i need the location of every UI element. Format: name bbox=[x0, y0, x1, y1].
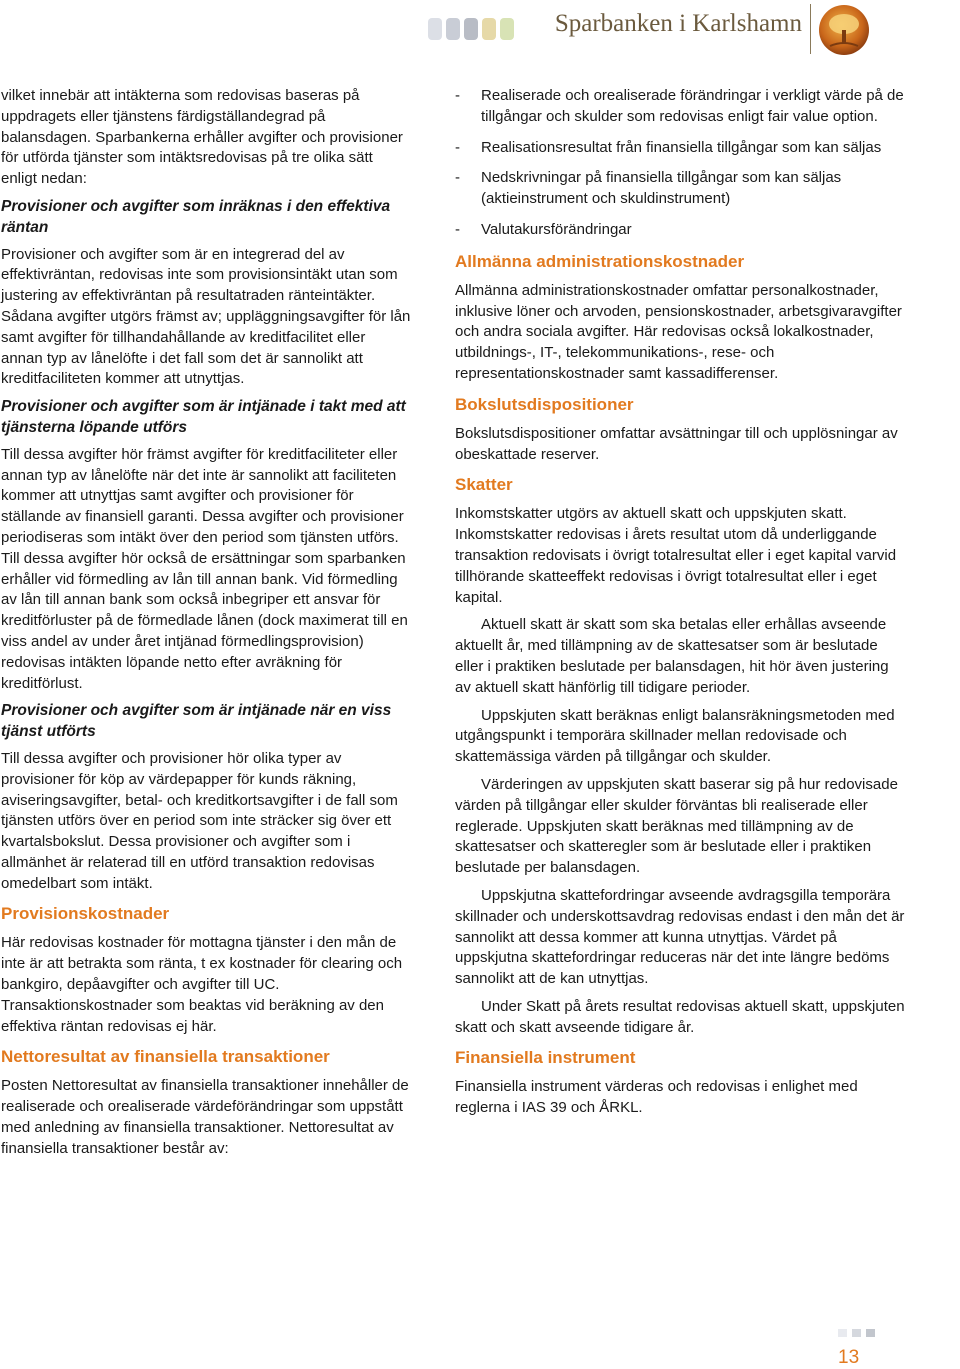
section-heading: Provisioner och avgifter som är intjänade i takt med att tjänsterna löpande utförs bbox=[1, 398, 406, 436]
page-header bbox=[0, 0, 960, 62]
list-item: - Realisationsresultat från finansiella tillgångar som kan säljas bbox=[455, 138, 905, 159]
section-heading: Nettoresultat av finansiella transaktioner bbox=[1, 1047, 330, 1067]
paragraph: Inkomstskatter utgörs av aktuell skatt och uppskjuten skatt. Inkomstskatter redovisas i årets resultat utom då underliggande transaktion redovisats i övrigt totalresultat eller i eget kapital varvid tillhörande skatteeffekt redovisas i övrigt totalresultat eller i eget kapital. bbox=[455, 505, 897, 606]
paragraph: Provisioner och avgifter som är en integrerad del av effektivräntan, redovisas inte som provisionsintäkt utan som justering av effektivräntan på resultatraden ränteintäkter. Sådana avgifter utgörs främst av; uppläggningsavgifter för lån samt avgifter för tillhandahållande av kreditfacilitet eller annan typ av lånelöfte i det fall som det är sannolikt att kreditfaciliteten kommer att utnyttjas. bbox=[1, 245, 411, 388]
result-items-list bbox=[455, 86, 905, 241]
tree-logo-icon bbox=[818, 4, 870, 56]
paragraph: Uppskjutna skattefordringar avseende avdragsgilla temporära skillnader och underskottsavdrag redovisas endast i den mån det är sannolikt att dessa kommer att kunna utnyttjas. Värdet på uppskjutna skattefordringar reduceras när det inte längre bedöms sannolikt att de kan utnyttjas. bbox=[455, 886, 905, 988]
section-heading: Skatter bbox=[455, 475, 513, 495]
brand-name: Sparbanken i Karlshamn bbox=[554, 10, 802, 37]
section-heading: Provisioner och avgifter som inräknas i den effektiva räntan bbox=[1, 197, 391, 236]
section-heading: Allmänna administrationskostnader bbox=[455, 251, 745, 271]
paragraph: Till dessa avgifter hör främst avgifter för kreditfaciliteter eller annan typ av lånelöfte när det inte är sannolikt att faciliteten kommer att utnyttjas samt avgifter och provisioner för ställande av finansiell garanti. Dessa avgifter och provisioner periodiseras som intäkt över den period som tjänsten utförs. Till dessa avgifter hör också de ersättningar som sparbanken erhåller vid förmedling av lån till annan bank. Vid förmedling av lån till annan bank som också inbegriper ett ansvar för kreditförluster på de förmedlade lånen (dock maximerat till en viss andel av under året intjänad förmedlingsprovision) redovisas intäkten löpande netto efter avräkning för kreditförlust. bbox=[1, 445, 408, 692]
header-square-4 bbox=[482, 18, 496, 40]
header-square-1 bbox=[428, 18, 442, 40]
list-item: - Nedskrivningar på finansiella tillgångar som kan säljas (aktieinstrument och skuldinstrument) bbox=[455, 168, 905, 210]
paragraph: Uppskjuten skatt beräknas enligt balansräkningsmetoden med utgångspunkt i temporära skillnader mellan redovisade och skattemässiga värden på tillgångar och skulder. bbox=[455, 706, 895, 766]
list-item: - Valutakursförändringar bbox=[455, 220, 905, 241]
right-column bbox=[455, 86, 905, 1126]
section-heading: Provisioner och avgifter som är intjänade när en viss tjänst utförts bbox=[1, 702, 392, 741]
header-square-3 bbox=[464, 18, 478, 40]
paragraph: Posten Nettoresultat av finansiella transaktioner innehåller de realiserade och orealiserade värdeförändringar som uppstått med anledning av finansiella transaktioner. Nettoresultat av finansiella transaktioner består av: bbox=[1, 1077, 409, 1157]
section-heading: Finansiella instrument bbox=[455, 1048, 636, 1068]
header-divider bbox=[810, 4, 811, 54]
paragraph: Bokslutsdispositioner omfattar avsättningar till och upplösningar av obeskattade reserver. bbox=[455, 424, 898, 463]
footer-square-2 bbox=[852, 1329, 861, 1337]
list-item: - Realiserade och orealiserade förändringar i verkligt värde på de tillgångar och skulder som redovisas enligt fair value option. bbox=[455, 86, 905, 128]
header-square-2 bbox=[446, 18, 460, 40]
header-square-5 bbox=[500, 18, 514, 40]
page-number: 13 bbox=[838, 1347, 860, 1368]
footer-square-1 bbox=[838, 1329, 847, 1337]
paragraph: Här redovisas kostnader för mottagna tjänster i den mån de inte är att betrakta som ränta, t ex kostnader för clearing och bankgiro, depåavgifter och avgifter till UC. Transaktionskostnader som beaktas vid beräkning av den effektiva räntan redovisas ej här. bbox=[1, 934, 403, 1035]
paragraph: vilket innebär att intäkterna som redovisas baseras på uppdragets eller tjänstens färdigställandegrad på balansdagen. Sparbankerna erhåller avgifter och provisioner för utförda tjänster som intäktsredovisas på tre olika sätt enligt nedan: bbox=[1, 87, 403, 188]
left-column bbox=[1, 86, 411, 1167]
paragraph: Värderingen av uppskjuten skatt baserar sig på hur redovisade värden på tillgångar eller skulder förväntas bli realiserade eller reglerade. Uppskjuten skatt beräknas med tillämpning av de skattesatser och skatteregler som är beslutade eller i praktiken beslutade per balansdagen. bbox=[455, 775, 898, 877]
paragraph: Finansiella instrument värderas och redovisas i enlighet med reglerna i IAS 39 och ÅRKL. bbox=[455, 1078, 858, 1117]
paragraph: Aktuell skatt är skatt som ska betalas eller erhållas avseende aktuellt år, med tillämpning av de skattesatser som är beslutade eller i praktiken beslutade per balansdagen, hit hör även justering av aktuell skatt hänförlig till tidigare perioder. bbox=[455, 616, 889, 696]
section-heading: Provisionskostnader bbox=[1, 904, 170, 924]
section-heading: Bokslutsdispositioner bbox=[455, 394, 634, 414]
paragraph: Till dessa avgifter och provisioner hör olika typer av provisioner för köp av värdepapper för kunds räkning, aviseringsavgifter, betal- och kreditkortsavgifter i de fall som tjänsten utförs över en period som inte sträcker sig över ett kvartalsbokslut. Dessa provisioner och avgifter som i allmänhet är relaterad till en utförd transaktion redovisas omedelbart som intäkt. bbox=[1, 749, 398, 892]
paragraph: Under Skatt på årets resultat redovisas aktuell skatt, uppskjuten skatt och skatt avseende tidigare år. bbox=[455, 997, 905, 1036]
paragraph: Allmänna administrationskostnader omfattar personalkostnader, inklusive löner och arvoden, pensionskostnader, arbetsgivaravgifter och andra sociala avgifter. Här redovisas också lokalkostnader, utbildnings-, IT-, telekommunikations-, rese- och representationskostnader samt kassadifferenser. bbox=[455, 281, 902, 382]
footer-square-3 bbox=[866, 1329, 875, 1337]
